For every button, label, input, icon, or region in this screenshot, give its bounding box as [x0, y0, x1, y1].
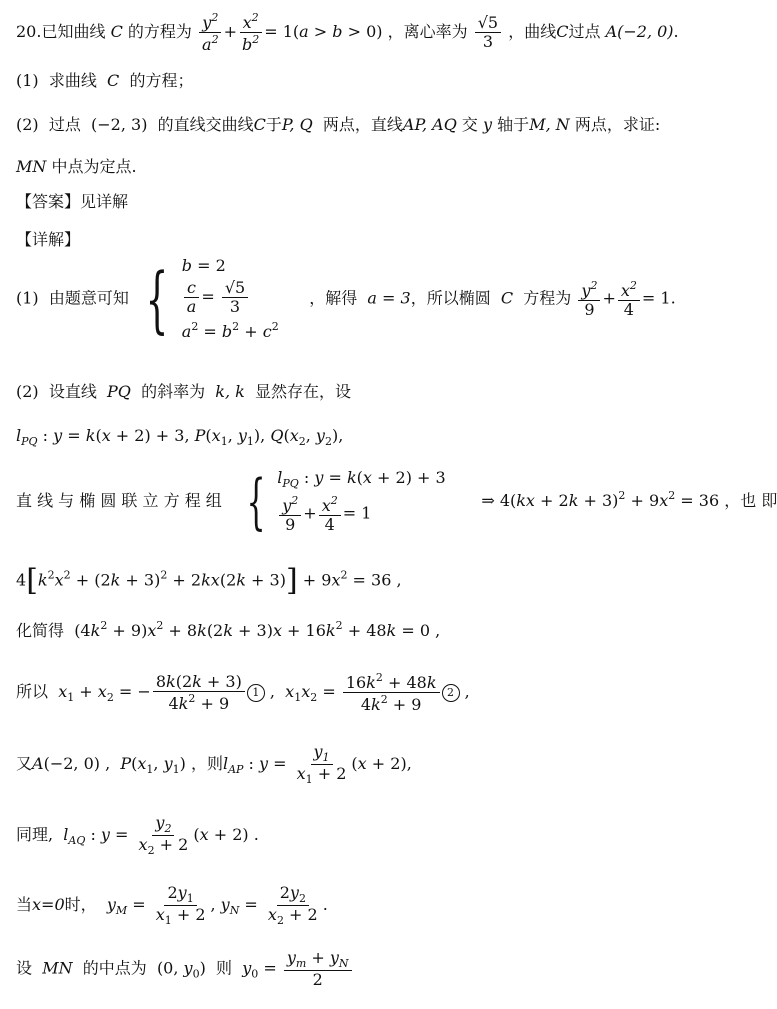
question-2-cont: MN 中点为定点.: [16, 157, 137, 176]
expanded-eq: $4[k^2x^2 + (2k + 3)^2 + 2kx(2k + 3)] + 9x^2 = 36$ ,: [16, 563, 402, 598]
fraction: $\frac{y^2}{a^2}$: [199, 12, 222, 53]
detail-tag: 【详解】: [16, 230, 81, 249]
question-1: (1) 求曲线 C 的方程；: [16, 71, 194, 90]
line-ap: 又A(−2, 0) , $P(x_1$, $y_1$) ，则$l_{AP}$ : y = $\frac{y_1}{x_1 + 2}$ (x + 2),: [16, 742, 412, 786]
problem-number: 20: [16, 22, 37, 41]
answer-tag: 【答案】见详解: [16, 192, 129, 211]
vieta: 所以 $x_1 + x_2$ = − $\frac{8k(2k + 3)}{4k^2 + 9}$ 1 , $x_1x_2$ = $\frac{16k^2 + 48k}{4k^2 + 9}$ 2 ,: [16, 671, 470, 714]
joint-system: 直 线 与 椭 圆 联 立 方 程 组 { $l_{PQ}$ : y = k(x + 2) + 3 $\frac{y^2}{9}$ + $\frac{x^2}{4}$ = 1 ⇒ $4(kx + 2k + 3)^2 + 9x^2 = 36$ ，也 即: [16, 466, 777, 537]
solution-2: (2) 设直线 PQ 的斜率为 k, k 显然存在，设: [16, 382, 352, 401]
midpoint: 设 MN 的中点为 (0, $y_0$) 则 $y_0$ = $\frac{y_m + y_N}{2}$: [16, 950, 354, 988]
simplified-eq: 化简得 $(4k^2 + 9)x^2 + 8k(2k + 3)x + 16k^2 + 48k = 0$ ,: [16, 619, 441, 640]
question-2: (2) 过点 (−2, 3) 的直线交曲线C于P, Q 两点，直线AP, AQ 交 y 轴于M, N 两点，求证:: [16, 115, 661, 134]
solution-1: (1) 由题意可知 { b = 2 $\frac{c}{a}$ = $\frac{√5}{3}$ $a^2 = b^2 + c^2$ ，解得 a = 3，所以椭圆 C 方程为 $\frac{y^2}{9}$ + $\frac{x^2}{4}$ = 1.: [16, 256, 676, 341]
line-aq: 同理, $l_{AQ}$ : y = $\frac{y_2}{x_2 + 2}$ (x + 2) .: [16, 813, 259, 857]
line-pq-eq: $l_{PQ}$ : y = k(x + 2) + 3, $P(x_1$, $y_1$), $Q(x_2$, $y_2$),: [16, 426, 344, 448]
ym-yn: 当x=0时， $y_M$ = $\frac{2y_1}{x_1 + 2}$ , $y_N$ = $\frac{2y_2}{x_2 + 2}$ .: [16, 883, 328, 927]
problem-statement: 20.已知曲线 C 的方程为 $\frac{y^2}{a^2}$ + $\frac{x^2}{b^2}$ = 1(a > b > 0) ，离心率为 $\frac{√5}{3}$ ，曲线C过点 A(−2, 0).: [16, 11, 679, 54]
equation-system: { b = 2 $\frac{c}{a}$ = $\frac{√5}{3}$ $a^2 = b^2 + c^2$: [145, 256, 279, 341]
